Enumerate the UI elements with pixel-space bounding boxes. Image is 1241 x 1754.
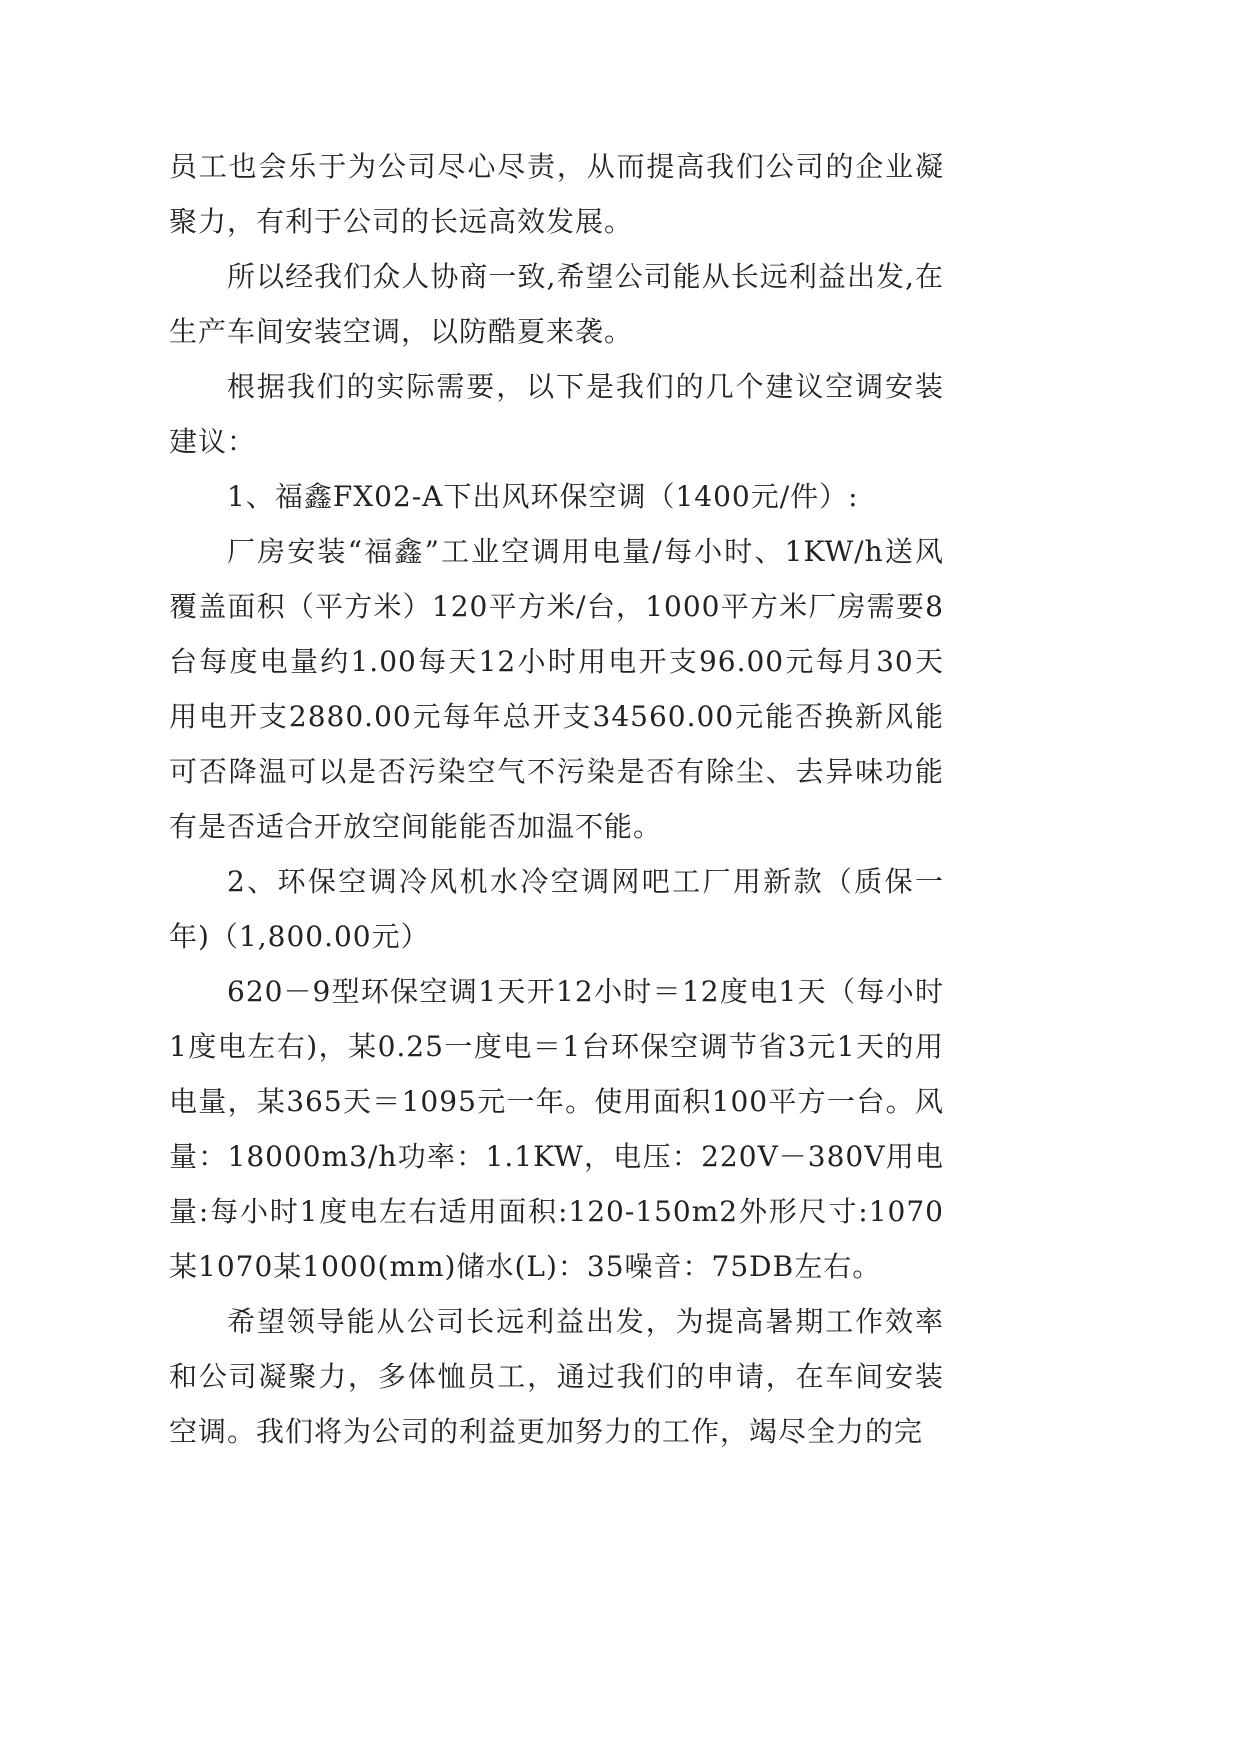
paragraph-2: 所以经我们众人协商一致,希望公司能从长远利益出发,在生产车间安装空调，以防酷夏来袭。 (169, 260, 944, 348)
paragraph-8: 希望领导能从公司长远利益出发，为提高暑期工作效率和公司凝聚力，多体恤员工，通过我们的申请，在车间安装空调。我们将为公司的利益更加努力的工作，竭尽全力的完 (169, 1305, 944, 1448)
paragraph-6: 2、环保空调冷风机水冷空调网吧工厂用新款（质保一年)（1,800.00元） (169, 865, 944, 953)
paragraph-4: 1、福鑫FX02-A下出风环保空调（1400元/件）: (227, 480, 859, 513)
paragraph-5: 厂房安装“福鑫”工业空调用电量/每小时、1KW/h送风覆盖面积（平方米）120平方米/台，1000平方米厂房需要8台每度电量约1.00每天12小时用电开支96.00元每月30天用电开支2880.00元每年总开支34560.00元能否换新风能可否降温可以是否污染空气不污染是否有除尘、去异味功能有是否适合开放空间能能否加温不能。 (169, 535, 944, 843)
paragraph-3: 根据我们的实际需要，以下是我们的几个建议空调安装建议： (169, 370, 944, 458)
document-body (169, 139, 944, 1459)
paragraph-1: 员工也会乐于为公司尽心尽责，从而提高我们公司的企业凝聚力，有利于公司的长远高效发展。 (169, 150, 944, 238)
paragraph-7: 620－9型环保空调1天开12小时＝12度电1天（每小时1度电左右)，某0.25一度电＝1台环保空调节省3元1天的用电量，某365天＝1095元一年。使用面积100平方一台。风量：18000m3/h功率：1.1KW，电压：220V－380V用电量:每小时1度电左右适用面积:120-150m2外形尺寸:1070某1070某1000(mm)储水(L)：35噪音：75DB左右。 (169, 975, 944, 1283)
